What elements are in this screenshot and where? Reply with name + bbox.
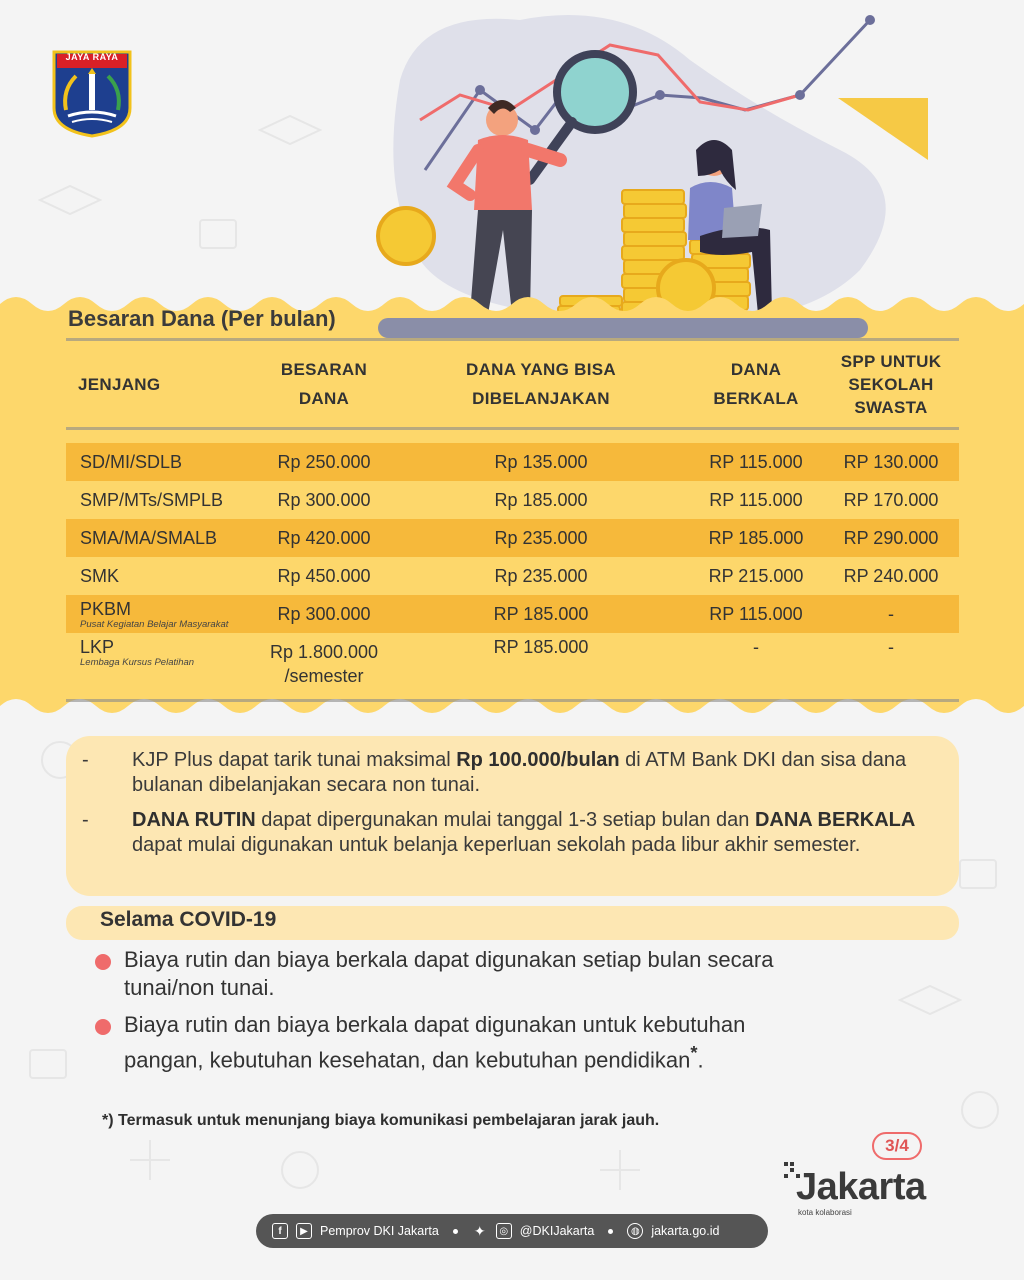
cell-jenjang: SMK — [80, 565, 120, 586]
note-dash: - — [82, 749, 89, 771]
social-footer-bar — [256, 1214, 768, 1248]
separator-dot — [608, 1229, 613, 1234]
header-dana-dibelanjakan: DANA YANG BISA DIBELANJAKAN — [466, 360, 616, 408]
cell-besaran: Rp 420.000 — [277, 527, 371, 548]
facebook-icon[interactable]: f — [272, 1223, 288, 1239]
cell-besaran: Rp 1.800.000 /semester — [269, 642, 379, 686]
youtube-icon[interactable]: ▶ — [296, 1223, 312, 1239]
note-dash: - — [82, 809, 89, 831]
cell-besaran: Rp 300.000 — [277, 489, 371, 510]
cell-besaran: Rp 450.000 — [277, 565, 371, 586]
page-indicator-badge: 3/4 — [872, 1132, 922, 1160]
table-header-rule — [66, 427, 959, 430]
cell-jenjang — [80, 633, 280, 691]
logo-caption: JAYA RAYA — [65, 52, 119, 62]
table-header — [66, 341, 959, 427]
section-title: Besaran Dana (Per bulan) — [68, 306, 336, 331]
globe-icon[interactable]: ◍ — [627, 1223, 643, 1239]
cell-besaran: Rp 300.000 — [277, 603, 371, 624]
cell-spp: RP 290.000 — [843, 527, 939, 548]
instagram-icon[interactable]: ◎ — [496, 1223, 512, 1239]
cell-belanja: RP 185.000 — [493, 603, 589, 624]
social-twitter-instagram[interactable]: @DKIJakarta — [519, 1224, 595, 1238]
cell-jenjang: SMP/MTs/SMPLB — [80, 489, 224, 510]
cell-spp: RP 170.000 — [843, 489, 939, 510]
cell-spp: - — [888, 603, 894, 624]
table-bottom-rule — [66, 699, 959, 702]
cell-berkala: RP 115.000 — [709, 451, 803, 472]
cell-spp: RP 130.000 — [843, 451, 939, 472]
note-text: KJP Plus dapat tarik tunai maksimal Rp 100.000/bulan di ATM Bank DKI dan sisa dana bulanan dibelanjakan secara non tunai. — [132, 749, 907, 796]
table-row — [66, 481, 959, 519]
illustration-ground-bar — [378, 318, 868, 338]
cell-belanja: Rp 235.000 — [494, 527, 588, 548]
cell-berkala: - — [753, 637, 759, 657]
header-jenjang: JENJANG — [78, 374, 161, 394]
table-body — [66, 443, 959, 691]
cell-belanja: RP 185.000 — [493, 637, 589, 657]
cell-berkala: RP 115.000 — [709, 489, 803, 510]
header-dana-berkala: DANA BERKALA — [713, 360, 799, 408]
covid-bullet-text: Biaya rutin dan biaya berkala dapat digunakan untuk kebutuhan pangan, kebutuhan kesehatan, dan kebutuhan pendidikan*. — [124, 1012, 746, 1073]
bullet-dot-icon — [95, 1019, 111, 1035]
cell-besaran: Rp 250.000 — [277, 451, 371, 472]
cell-jenjang: SD/MI/SDLB — [80, 451, 183, 472]
cell-jenjang-name: LKP — [80, 637, 115, 657]
header-besaran-dana: BESARAN DANA — [280, 360, 368, 408]
twitter-icon[interactable]: ✦ — [473, 1222, 486, 1239]
cell-jenjang: SMA/MA/SMALB — [80, 527, 218, 548]
note-text: DANA RUTIN dapat dipergunakan mulai tanggal 1-3 setiap bulan dan DANA BERKALA dapat mulai digunakan untuk belanja keperluan sekolah pada libur akhir semester. — [132, 809, 916, 856]
brand-name: Jakarta — [796, 1166, 926, 1208]
social-facebook-youtube[interactable]: Pemprov DKI Jakarta — [320, 1224, 439, 1238]
cell-spp: - — [888, 637, 894, 657]
bullet-dot-icon — [95, 954, 111, 970]
brand-tagline: kota kolaborasi — [798, 1208, 852, 1217]
table-row — [66, 595, 959, 633]
social-website[interactable]: jakarta.go.id — [651, 1224, 720, 1238]
notes-box — [66, 736, 959, 896]
cell-belanja: Rp 135.000 — [494, 451, 588, 472]
covid-bullet-text: Biaya rutin dan biaya berkala dapat digunakan setiap bulan secara tunai/non tunai. — [124, 947, 774, 1000]
table-row — [66, 519, 959, 557]
separator-dot — [453, 1229, 458, 1234]
jakarta-coat-of-arms-logo — [52, 50, 132, 138]
funding-table — [66, 338, 959, 702]
cell-berkala: RP 215.000 — [708, 565, 804, 586]
footnote: *) Termasuk untuk menunjang biaya komunikasi pembelajaran jarak jauh. — [102, 1112, 660, 1129]
covid-title: Selama COVID-19 — [100, 908, 277, 931]
table-row — [66, 443, 959, 481]
header-spp-swasta: SPP UNTUK SEKOLAH SWASTA — [840, 351, 942, 417]
cell-jenjang-name: PKBM — [80, 598, 132, 619]
cell-jenjang — [80, 595, 280, 633]
cell-jenjang-subtitle: Lembaga Kursus Pelatihan — [80, 657, 195, 668]
hero-illustration — [360, 0, 1020, 340]
cell-jenjang-subtitle: Pusat Kegiatan Belajar Masyarakat — [80, 618, 229, 630]
cell-berkala: RP 115.000 — [709, 603, 803, 624]
cell-spp: RP 240.000 — [843, 565, 939, 586]
table-row — [66, 557, 959, 595]
table-row — [66, 633, 959, 691]
cell-belanja: Rp 235.000 — [494, 565, 588, 586]
cell-belanja: Rp 185.000 — [494, 489, 588, 510]
cell-berkala: RP 185.000 — [708, 527, 804, 548]
